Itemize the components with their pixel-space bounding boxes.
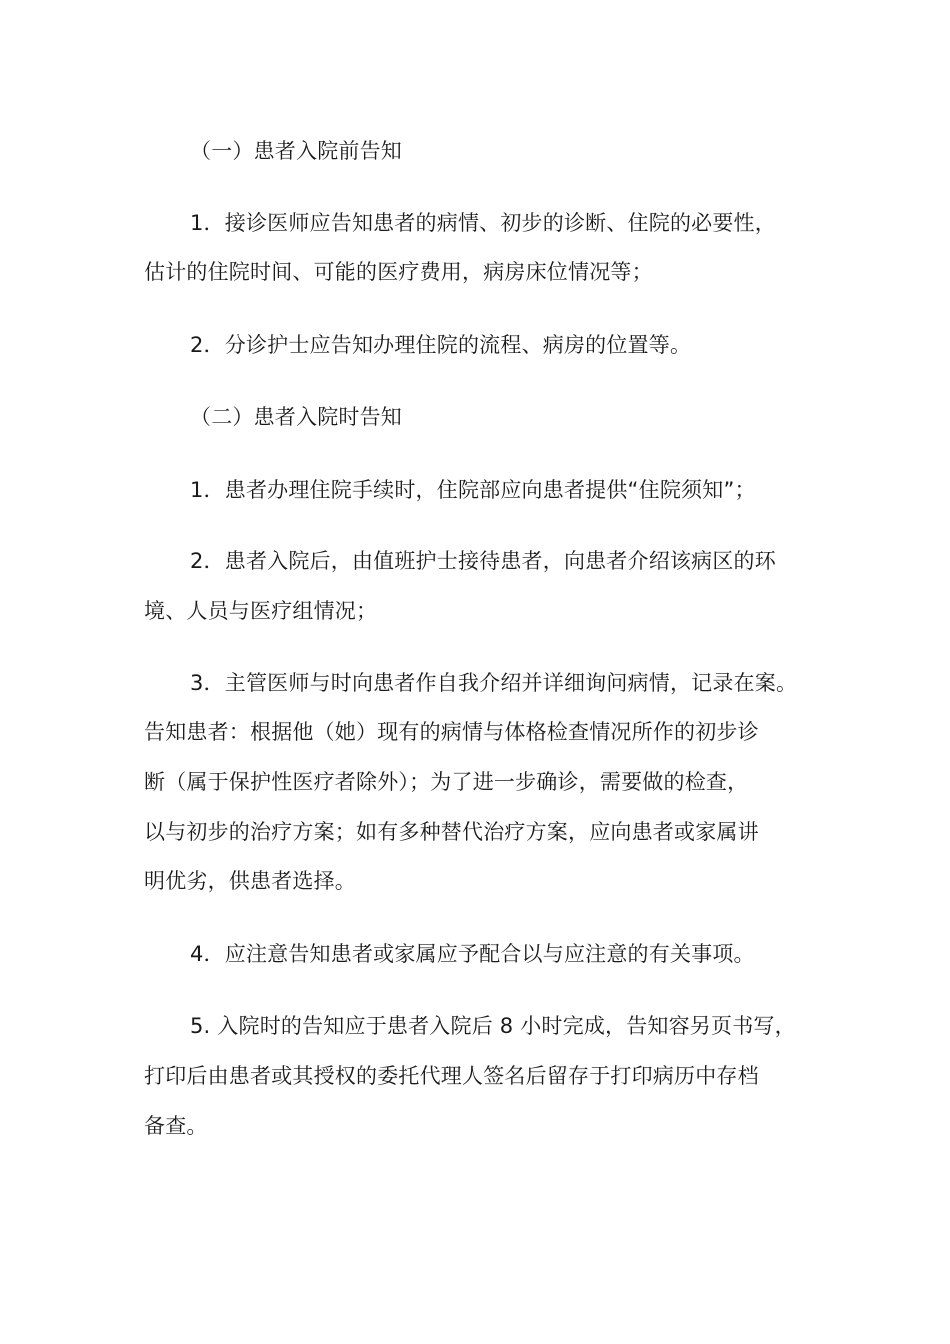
paragraph-line: 明优劣，供患者选择。 — [144, 869, 356, 893]
paragraph-line: 境、人员与医疗组情况； — [144, 599, 378, 623]
section-heading-before-admission: （一）患者入院前告知 — [190, 139, 402, 163]
paragraph-line: 断（属于保护性医疗者除外）；为了进一步确诊，需要做的检查， — [144, 770, 749, 794]
paragraph-line: 4．应注意告知患者或家属应予配合以与应注意的有关事项。 — [190, 942, 755, 966]
paragraph-line: 1．接诊医师应告知患者的病情、初步的诊断、住院的必要性， — [190, 211, 776, 235]
paragraph-line: 估计的住院时间、可能的医疗费用，病房床位情况等； — [144, 260, 653, 284]
paragraph-line: 备查。 — [144, 1114, 208, 1138]
paragraph-line: 1．患者办理住院手续时，住院部应向患者提供“住院须知”； — [190, 478, 756, 502]
paragraph-line: 5. 入院时的告知应于患者入院后 8 小时完成，告知容另页书写， — [190, 1014, 796, 1038]
paragraph-line: 打印后由患者或其授权的委托代理人签名后留存于打印病历中存档 — [144, 1064, 759, 1088]
paragraph-line: 3．主管医师与时向患者作自我介绍并详细询问病情，记录在案。 — [190, 671, 798, 695]
paragraph-line: 2．患者入院后，由值班护士接待患者，向患者介绍该病区的环 — [190, 549, 776, 573]
paragraph-line: 以与初步的治疗方案；如有多种替代治疗方案，应向患者或家属讲 — [144, 820, 759, 844]
paragraph-line: 2．分诊护士应告知办理住院的流程、病房的位置等。 — [190, 333, 692, 357]
paragraph-line: 告知患者：根据他（她）现有的病情与体格检查情况所作的初步诊 — [144, 720, 759, 744]
section-heading-on-admission: （二）患者入院时告知 — [190, 405, 402, 429]
